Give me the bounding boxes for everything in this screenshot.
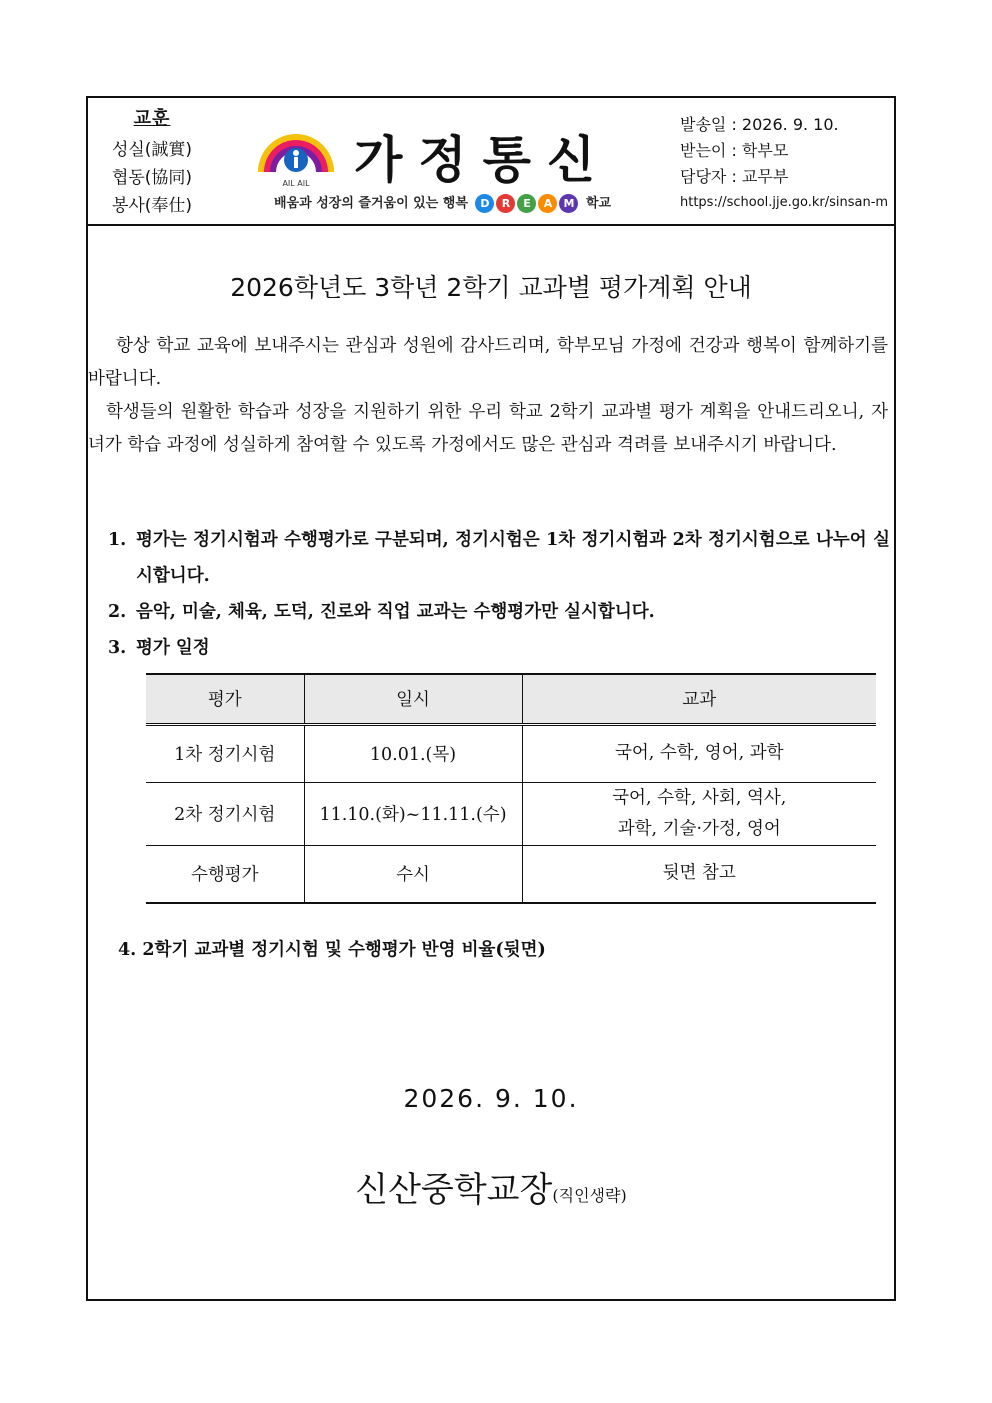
intro-paragraph: 학생들의 원활한 학습과 성장을 지원하기 위한 우리 학교 2학기 교과별 평가 계획을 안내드리오니, 자녀가 학습 과정에 성실하게 참여할 수 있도록 가정에서도 많은 관심과 격려를 보내주시기 바랍니다. bbox=[88, 402, 888, 455]
column-header: 평가 bbox=[146, 674, 304, 724]
motto-item: 봉사(奉仕) bbox=[111, 196, 193, 216]
exam-type-cell: 수행평가 bbox=[146, 845, 304, 903]
school-logo bbox=[254, 114, 338, 194]
dream-badge-r: R bbox=[496, 194, 515, 213]
list-item-number: 1. bbox=[108, 530, 127, 550]
table-header-row bbox=[146, 674, 876, 724]
slogan-prefix: 배움과 성장의 즐거움이 있는 행복 bbox=[274, 196, 468, 211]
list-item-text: 평가 일정 bbox=[136, 638, 210, 658]
exam-date-cell: 수시 bbox=[304, 845, 522, 903]
subjects-line: 뒷면 참고 bbox=[662, 863, 736, 884]
school-url: https://school.jje.go.kr/sinsan-m bbox=[680, 195, 889, 210]
exam-date-cell: 11.10.(화)~11.11.(수) bbox=[304, 782, 522, 845]
issue-date: 2026. 9. 10. bbox=[403, 1084, 579, 1113]
subjects-line: 국어, 수학, 영어, 과학 bbox=[614, 743, 784, 763]
list-item bbox=[108, 522, 890, 594]
exam-type-cell: 2차 정기시험 bbox=[146, 782, 304, 845]
list-item bbox=[108, 594, 890, 630]
table-row bbox=[146, 724, 876, 782]
intro-paragraph: 항상 학교 교육에 보내주시는 관심과 성원에 감사드리며, 학부모님 가정에 건강과 행복이 함께하기를 바랍니다. bbox=[88, 336, 888, 389]
intro-text bbox=[88, 330, 888, 462]
slogan-suffix: 학교 bbox=[585, 196, 612, 211]
column-header: 교과 bbox=[522, 674, 876, 724]
subjects-cell bbox=[522, 845, 876, 903]
document-frame bbox=[86, 96, 896, 1301]
notice-list bbox=[108, 522, 890, 666]
motto-item: 협동(協同) bbox=[111, 168, 193, 188]
list-item bbox=[108, 630, 890, 666]
dream-badges bbox=[475, 194, 578, 213]
subjects-line: 국어, 수학, 사회, 역사, bbox=[612, 787, 787, 808]
motto-item: 성실(誠實) bbox=[111, 140, 193, 160]
schedule-table bbox=[146, 673, 876, 904]
subjects-line: 과학, 기술·가정, 영어 bbox=[617, 818, 781, 839]
logo-mark-text: AIL AIL bbox=[282, 179, 310, 188]
school-motto bbox=[88, 104, 216, 220]
dream-badge-e: E bbox=[517, 194, 536, 213]
sent-date: 발송일 : 2026. 9. 10. bbox=[680, 115, 839, 134]
signer-name: 신산중학교장 bbox=[355, 1170, 553, 1210]
table-row bbox=[146, 845, 876, 903]
list-item-4: 4. 2학기 교과별 정기시험 및 수행평가 반영 비율(뒷면) bbox=[118, 940, 546, 960]
list-item-text: 음악, 미술, 체육, 도덕, 진로와 직업 교과는 수행평가만 실시합니다. bbox=[136, 602, 655, 622]
subjects-cell bbox=[522, 782, 876, 845]
letter-meta bbox=[680, 112, 888, 216]
dream-badge-d: D bbox=[475, 194, 494, 213]
column-header: 일시 bbox=[304, 674, 522, 724]
dream-badge-m: M bbox=[559, 194, 578, 213]
exam-type-cell: 1차 정기시험 bbox=[146, 724, 304, 782]
table-row bbox=[146, 782, 876, 845]
recipient: 받는이 : 학부모 bbox=[680, 141, 789, 160]
principal-signature bbox=[88, 1162, 894, 1211]
letterhead bbox=[88, 98, 894, 226]
document-title: 2026학년도 3학년 2학기 교과별 평가계획 안내 bbox=[230, 273, 752, 302]
exam-date-cell: 10.01.(목) bbox=[304, 724, 522, 782]
newsletter-title: 가정통신 bbox=[354, 131, 612, 189]
list-item-text: 평가는 정기시험과 수행평가로 구분되며, 정기시험은 1차 정기시험과 2차 정기시험으로 나누어 실시합니다. bbox=[136, 530, 890, 586]
contact-department: 담당자 : 교무부 bbox=[680, 167, 789, 186]
seal-omitted-note: (직인생략) bbox=[552, 1186, 627, 1205]
dream-badge-a: A bbox=[538, 194, 557, 213]
motto-title: 교훈 bbox=[133, 108, 171, 129]
subjects-cell bbox=[522, 724, 876, 782]
list-item-number: 3. bbox=[108, 638, 127, 658]
list-item-number: 2. bbox=[108, 602, 127, 622]
school-slogan bbox=[274, 192, 611, 213]
